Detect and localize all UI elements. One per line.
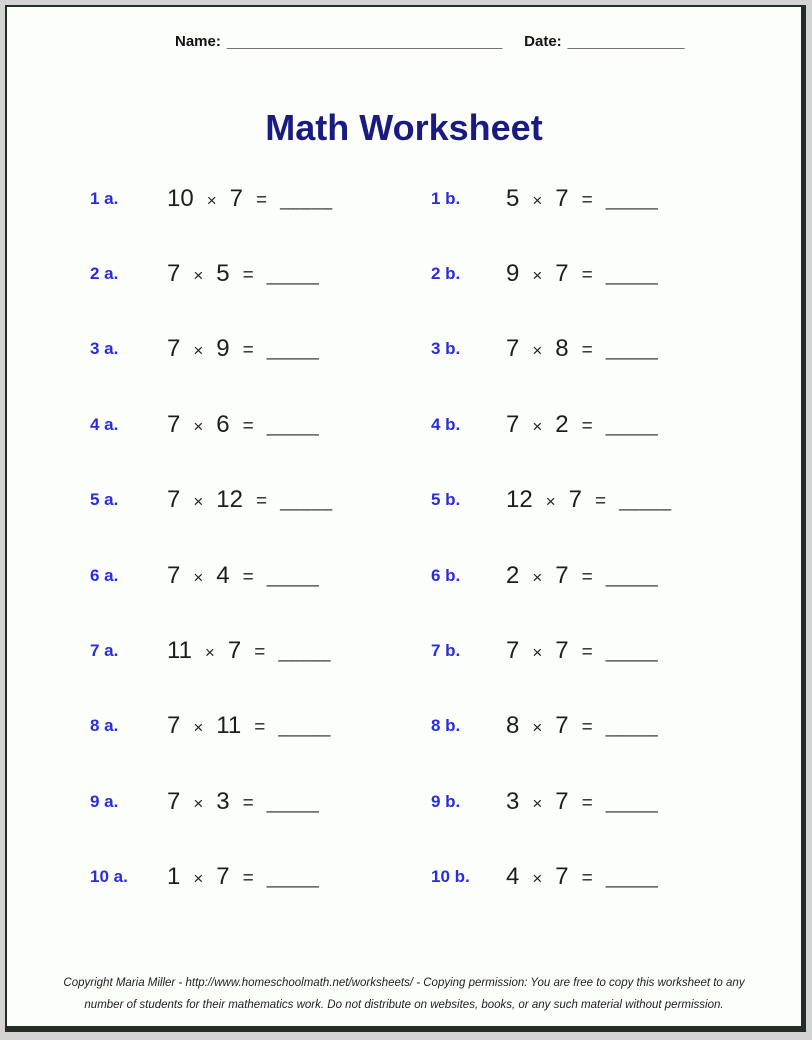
problem-number: 6 a.: [90, 565, 119, 585]
problem-row: [7, 538, 801, 613]
equals-sign: =: [581, 340, 593, 362]
factor-2: 7: [555, 637, 569, 665]
factor-2: 5: [216, 260, 230, 288]
problem-expression: [506, 260, 658, 288]
date-label: Date:: [524, 33, 562, 50]
equals-sign: =: [256, 189, 268, 211]
factor-2: 7: [555, 561, 569, 589]
problem-expression: [167, 260, 319, 288]
factor-2: 7: [229, 184, 243, 212]
factor-2: 11: [216, 712, 242, 740]
factor-1: 8: [506, 712, 520, 740]
factor-2: 2: [555, 410, 569, 438]
answer-blank: _____: [605, 566, 659, 587]
problem-number: 3 a.: [90, 339, 119, 359]
factor-1: 7: [167, 561, 181, 589]
copyright-line-2: number of students for their mathematics work. Do not distribute on websites, books, or any such material without permission.: [84, 998, 724, 1011]
equals-sign: =: [254, 717, 266, 739]
answer-blank: _____: [605, 415, 659, 436]
factor-1: 7: [167, 410, 181, 438]
problem-number: 2 a.: [90, 264, 119, 284]
factor-1: 7: [167, 260, 181, 288]
factor-1: 11: [167, 637, 192, 665]
answer-blank: _____: [605, 792, 659, 813]
problem-expression: [506, 486, 672, 514]
factor-1: 5: [506, 184, 520, 212]
problem-row: [7, 613, 801, 688]
problem-number: 4 b.: [431, 414, 461, 434]
times-icon: ×: [532, 341, 543, 361]
factor-2: 7: [555, 260, 569, 288]
problem-expression: [506, 411, 658, 439]
problem-number: 9 b.: [431, 791, 461, 811]
problem-expression: [167, 863, 319, 891]
equals-sign: =: [581, 189, 593, 211]
times-icon: ×: [193, 416, 204, 436]
factor-2: 7: [216, 863, 230, 891]
times-icon: ×: [193, 492, 204, 512]
problem-number: 7 b.: [431, 641, 461, 661]
problem-expression: [506, 788, 658, 816]
problem-row: [7, 312, 801, 387]
factor-1: 1: [167, 863, 181, 891]
problem-expression: [167, 562, 319, 590]
factor-2: 7: [227, 637, 242, 665]
answer-blank: _____: [266, 265, 320, 286]
equals-sign: =: [242, 340, 254, 362]
times-icon: ×: [204, 643, 215, 663]
problem-expression: [167, 712, 331, 740]
factor-1: 7: [167, 787, 181, 815]
problem-number: 1 a.: [90, 188, 119, 208]
factor-1: 7: [167, 335, 181, 363]
problem-number: 10 b.: [431, 867, 470, 887]
times-icon: ×: [532, 793, 543, 813]
times-icon: ×: [532, 567, 543, 587]
times-icon: ×: [193, 266, 204, 286]
equals-sign: =: [581, 717, 593, 739]
answer-blank: _____: [280, 491, 333, 512]
problem-number: 5 a.: [90, 490, 119, 510]
problem-number: 6 b.: [431, 565, 461, 585]
date-blank-line: ______________: [567, 33, 685, 50]
answer-blank: _____: [619, 491, 672, 512]
problem-expression: [167, 185, 333, 213]
problem-row: [7, 463, 801, 538]
problem-number: 8 a.: [90, 716, 119, 736]
equals-sign: =: [254, 642, 266, 664]
equals-sign: =: [242, 265, 254, 287]
factor-2: 4: [216, 561, 230, 589]
factor-1: 7: [506, 410, 520, 438]
times-icon: ×: [193, 567, 204, 587]
factor-2: 8: [555, 335, 569, 363]
factor-2: 12: [216, 486, 243, 514]
answer-blank: _____: [605, 189, 659, 210]
worksheet-page: [5, 5, 806, 1032]
problem-row: [7, 840, 801, 915]
problems-grid: [7, 161, 801, 915]
problem-number: 4 a.: [90, 414, 119, 434]
factor-1: 7: [167, 712, 181, 740]
problem-row: [7, 764, 801, 839]
times-icon: ×: [532, 718, 543, 738]
factor-1: 7: [506, 335, 520, 363]
answer-blank: _____: [278, 717, 331, 738]
problem-expression: [506, 712, 658, 740]
name-label: Name:: [175, 33, 221, 50]
equals-sign: =: [581, 415, 593, 437]
factor-1: 7: [167, 486, 181, 514]
factor-2: 6: [216, 410, 230, 438]
answer-blank: _____: [266, 566, 320, 587]
problem-number: 9 a.: [90, 791, 119, 811]
answer-blank: _____: [280, 189, 333, 210]
problem-expression: [506, 185, 658, 213]
problem-expression: [167, 335, 319, 363]
copyright-footer: [7, 973, 801, 1016]
name-date-header: [175, 33, 684, 50]
times-icon: ×: [193, 793, 204, 813]
equals-sign: =: [256, 491, 268, 513]
equals-sign: =: [242, 566, 254, 588]
equals-sign: =: [242, 868, 254, 890]
answer-blank: _____: [605, 642, 659, 663]
answer-blank: _____: [605, 265, 659, 286]
problem-number: 3 b.: [431, 339, 461, 359]
factor-2: 7: [555, 787, 569, 815]
answer-blank: _____: [266, 340, 320, 361]
answer-blank: _____: [605, 340, 659, 361]
times-icon: ×: [193, 869, 204, 889]
problem-expression: [506, 562, 658, 590]
factor-2: 7: [568, 486, 582, 514]
factor-2: 7: [555, 863, 569, 891]
times-icon: ×: [532, 190, 543, 210]
factor-1: 2: [506, 561, 520, 589]
equals-sign: =: [581, 642, 593, 664]
factor-2: 9: [216, 335, 230, 363]
times-icon: ×: [532, 869, 543, 889]
problem-expression: [167, 637, 331, 665]
problem-expression: [506, 335, 658, 363]
problem-number: 5 b.: [431, 490, 461, 510]
answer-blank: _____: [605, 868, 659, 889]
times-icon: ×: [532, 643, 543, 663]
problem-row: [7, 161, 801, 236]
equals-sign: =: [581, 566, 593, 588]
times-icon: ×: [545, 492, 556, 512]
problem-number: 2 b.: [431, 264, 461, 284]
problem-expression: [506, 637, 658, 665]
equals-sign: =: [242, 415, 254, 437]
problem-number: 1 b.: [431, 188, 461, 208]
problem-row: [7, 689, 801, 764]
copyright-line-1: Copyright Maria Miller - http://www.homeschoolmath.net/worksheets/ - Copying permission: You are free to copy this worksheet to any: [63, 977, 745, 990]
answer-blank: _____: [278, 642, 331, 663]
answer-blank: _____: [266, 868, 320, 889]
answer-blank: _____: [266, 792, 320, 813]
factor-1: 9: [506, 260, 520, 288]
equals-sign: =: [581, 792, 593, 814]
factor-2: 7: [555, 184, 569, 212]
problem-expression: [167, 486, 333, 514]
problem-number: 7 a.: [90, 641, 119, 661]
times-icon: ×: [193, 341, 204, 361]
factor-1: 3: [506, 787, 520, 815]
factor-2: 7: [555, 712, 569, 740]
problem-expression: [506, 863, 658, 891]
problem-expression: [167, 411, 319, 439]
times-icon: ×: [206, 190, 217, 210]
times-icon: ×: [532, 416, 543, 436]
page-title: Math Worksheet: [265, 107, 543, 148]
factor-1: 4: [506, 863, 520, 891]
problem-row: [7, 387, 801, 462]
problem-expression: [167, 788, 319, 816]
factor-1: 10: [167, 184, 194, 212]
answer-blank: _____: [605, 717, 659, 738]
equals-sign: =: [242, 792, 254, 814]
factor-1: 7: [506, 637, 520, 665]
problem-row: [7, 236, 801, 311]
factor-1: 12: [506, 486, 533, 514]
answer-blank: _____: [266, 415, 320, 436]
name-blank-line: _________________________________: [226, 33, 503, 50]
times-icon: ×: [532, 266, 543, 286]
equals-sign: =: [595, 491, 607, 513]
equals-sign: =: [581, 868, 593, 890]
factor-2: 3: [216, 787, 230, 815]
problem-number: 8 b.: [431, 716, 461, 736]
problem-number: 10 a.: [90, 867, 128, 887]
equals-sign: =: [581, 265, 593, 287]
times-icon: ×: [193, 718, 204, 738]
